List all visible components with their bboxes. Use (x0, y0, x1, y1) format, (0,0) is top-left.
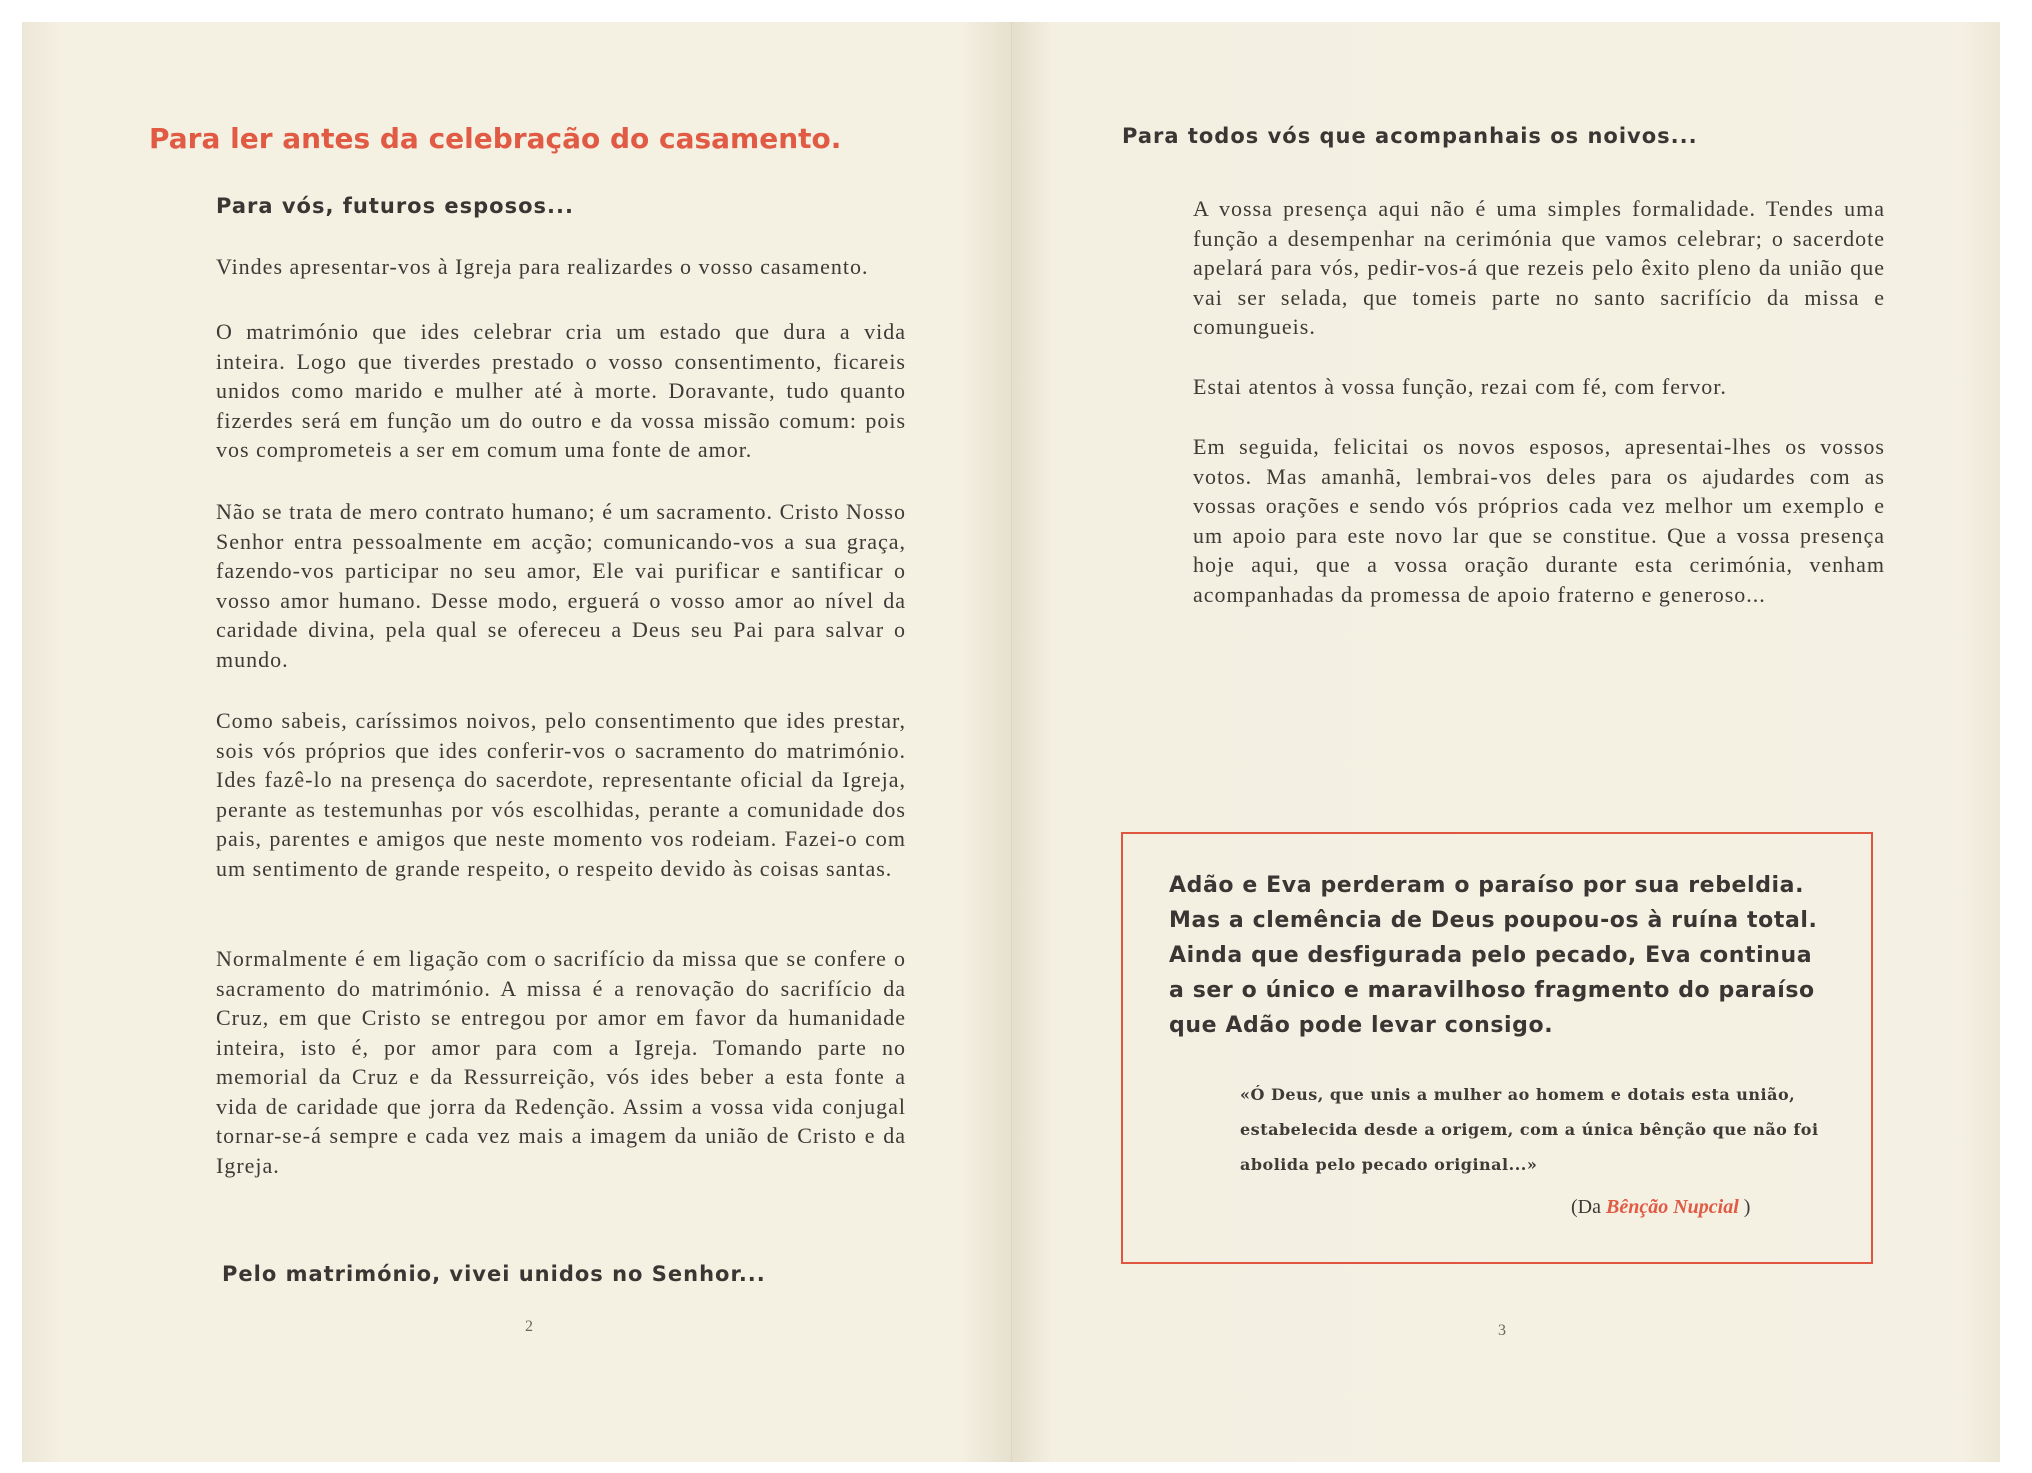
quote-source-title: Bênção Nupcial (1605, 1196, 1739, 1218)
quote-source-suffix: ) (1743, 1196, 1751, 1218)
right-page (1012, 22, 2000, 1462)
left-page-title: Para ler antes da celebração do casamento. (149, 122, 842, 155)
quote-text: Adão e Eva perderam o paraíso por sua rebeldia. Mas a clemência de Deus poupou-os à ruína total. Ainda que desfigurada pelo pecado, Eva continua a ser o único e maravilhoso fragmento do paraíso que Adão pode levar consigo. (1169, 873, 1818, 1038)
nuptial-prayer: «Ó Deus, que unis a mulher ao homem e dotais esta união, estabelecida desde a origem, com a única bênção que não foi abolida pelo pecado original...» (1240, 1085, 1819, 1174)
quote-source-prefix: (Da (1571, 1196, 1601, 1218)
right-page-number: 3 (1498, 1322, 1506, 1339)
right-paragraph-3: Em seguida, felicitai os novos esposos, apresentai-lhes os vossos votos. Mas amanhã, lembrai-vos deles para os ajudardes com as vossas orações e sendo vós próprios cada vez melhor um exemplo e um apoio para este novo lar que se constitue. Que a vossa presença hoje aqui, que a vossa oração durante esta cerimónia, venham acompanhadas da promessa de apoio fraterno e generoso... (1193, 434, 1885, 607)
right-page-title: Para todos vós que acompanhais os noivos... (1122, 124, 1698, 148)
left-page (22, 22, 1012, 1462)
left-paragraph-4: Como sabeis, caríssimos noivos, pelo consentimento que ides prestar, sois vós próprios que ides conferir-vos o sacramento do matrimónio. Ides fazê-lo na presença do sacerdote, representante oficial da Igreja, perante as testemunhas por vós escolhidas, perante a comunidade dos pais, parentes e amigos que neste momento vos rodeiam. Fazei-o com um sentimento de grande respeito, o respeito devido às coisas santas. (216, 708, 906, 881)
left-page-number: 2 (525, 1318, 533, 1335)
left-paragraph-5: Normalmente é em ligação com o sacrifício da missa que se confere o sacramento do matrimónio. A missa é a renovação do sacrifício da Cruz, em que Cristo se entregou por amor em favor da humanidade inteira, isto é, por amor para com a Igreja. Tomando parte no memorial da Cruz e da Ressurreição, vós ides beber a esta fonte a vida de caridade que jorra da Redenção. Assim a vossa vida conjugal tornar-se-á sempre e cada vez mais a imagem da união de Cristo e da Igreja. (216, 946, 906, 1178)
left-page-closing: Pelo matrimónio, vivei unidos no Senhor... (222, 1262, 766, 1286)
left-paragraph-3: Não se trata de mero contrato humano; é um sacramento. Cristo Nosso Senhor entra pessoalmente em acção; comunicando-vos a sua graça, fazendo-vos participar no seu amor, Ele vai purificar e santificar o vosso amor humano. Desse modo, erguerá o vosso amor ao nível da caridade divina, pela qual se ofereceu a Deus seu Pai para salvar o mundo. (216, 499, 906, 672)
right-paragraph-2: Estai atentos à vossa função, rezai com fé, com fervor. (1193, 374, 1727, 399)
right-paragraph-1: A vossa presença aqui não é uma simples formalidade. Tendes uma função a desempenhar na cerimónia que vamos celebrar; o sacerdote apelará para vós, pedir-vos-á que rezeis pelo êxito pleno da união que vai ser selada, que tomeis parte no santo sacrifício da missa e comungueis. (1193, 196, 1885, 339)
quote-source (1571, 1196, 1750, 1219)
left-paragraph-2: O matrimónio que ides celebrar cria um estado que dura a vida inteira. Logo que tiverdes prestado o vosso consentimento, ficareis unidos como marido e mulher até à morte. Doravante, tudo quanto fizerdes será em função um do outro e da vossa missão comum: pois vos comprometeis a ser em comum uma fonte de amor. (216, 319, 906, 462)
left-paragraph-1: Vindes apresentar-vos à Igreja para realizardes o vosso casamento. (216, 254, 869, 279)
quote-box (1121, 832, 1873, 1264)
left-page-subtitle: Para vós, futuros esposos... (216, 194, 574, 218)
